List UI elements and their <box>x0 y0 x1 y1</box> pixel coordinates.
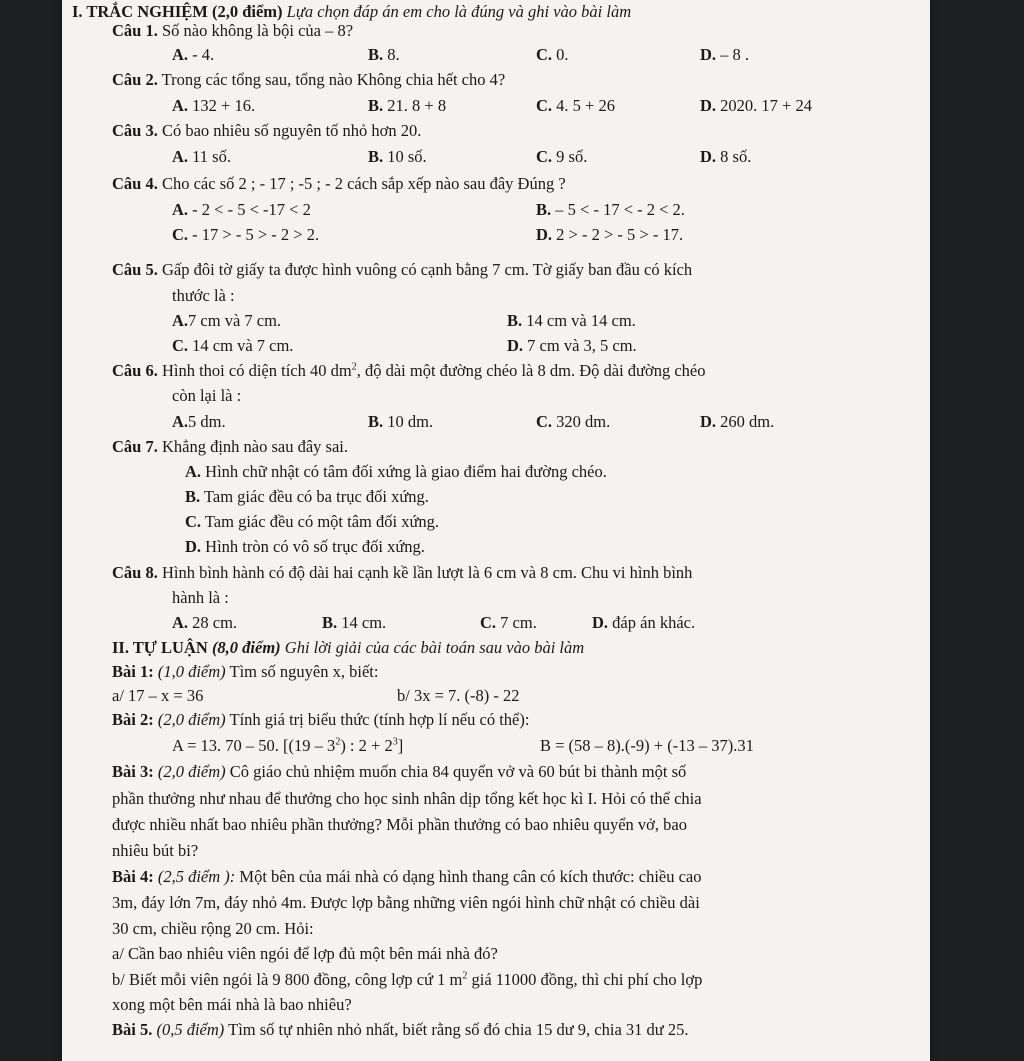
option-text: 320 dm. <box>556 412 611 431</box>
question-5-continued: thước là : <box>172 286 235 305</box>
expression-b: B = (58 – 8).(-9) + (-13 – 37).31 <box>540 736 754 755</box>
exercise-text: Tìm số tự nhiên nhỏ nhất, biết rằng số đó chia 15 dư 9, chia 31 dư 25. <box>228 1020 689 1039</box>
option-key: C. <box>536 45 553 64</box>
exercise-text: Một bên của mái nhà có dạng hình thang cân có kích thước: chiều cao <box>239 867 702 886</box>
option-text: 11 số. <box>192 147 231 166</box>
question-text: Khẳng định nào sau đây sai. <box>161 437 349 456</box>
option-key: A. <box>172 45 189 64</box>
q5-option-b <box>507 311 636 331</box>
document-page <box>62 0 930 1061</box>
exercise-points: (0,5 điểm) <box>156 1020 225 1039</box>
option-text: 260 dm. <box>720 412 775 431</box>
option-key: C. <box>536 412 553 431</box>
option-key: A. <box>172 147 189 166</box>
q7-option-d <box>185 537 425 557</box>
question-text: Trong các tổng sau, tổng nào Không chia hết cho 4? <box>161 70 506 89</box>
exercise-text: Cô giáo chủ nhiệm muốn chia 84 quyển vở và 60 bút bi thành một số <box>229 762 687 781</box>
exercise-1-part-a: a/ 17 – x = 36 <box>112 686 204 705</box>
superscript: 2 <box>462 970 468 982</box>
question-text: Gấp đôi tờ giấy ta được hình vuông có cạnh bằng 7 cm. Tờ giấy ban đầu có kích <box>161 260 693 279</box>
option-text: 2020. 17 + 24 <box>720 96 812 115</box>
question-label: Câu 5. <box>112 260 158 279</box>
exercise-points: (1,0 điểm) <box>157 662 226 681</box>
option-text: - 4. <box>192 45 215 64</box>
q3-option-a <box>172 147 231 167</box>
exercise-points: (2,0 điểm) <box>157 762 226 781</box>
question-label: Câu 8. <box>112 563 158 582</box>
option-text: 14 cm và 14 cm. <box>526 311 636 330</box>
option-key: B. <box>368 96 384 115</box>
question-label: Câu 1. <box>112 21 158 40</box>
option-text: 7 cm. <box>500 613 537 632</box>
exercise-4 <box>112 867 702 887</box>
section2-points: (8,0 điểm) <box>211 638 281 657</box>
superscript: 3 <box>392 736 398 748</box>
question-label: Câu 3. <box>112 121 158 140</box>
option-key: D. <box>185 537 202 556</box>
question-1 <box>112 21 353 41</box>
option-key: D. <box>592 613 609 632</box>
option-key: C. <box>185 512 202 531</box>
question-text: Hình bình hành có độ dài hai cạnh kề lần lượt là 6 cm và 8 cm. Chu vi hình bình <box>161 563 693 582</box>
option-key: C. <box>536 147 553 166</box>
exercise-4-part-b-text-end: giá 11000 đồng, thì chi phí cho lợp <box>467 970 703 989</box>
exercise-4-line-6: xong một bên mái nhà là bao nhiêu? <box>112 995 352 1014</box>
option-key: A. <box>185 462 202 481</box>
q8-option-d <box>592 613 695 633</box>
option-key: C. <box>172 336 189 355</box>
exercise-points: (2,5 điểm ): <box>157 867 236 886</box>
question-label: Câu 6. <box>112 361 158 380</box>
question-6 <box>112 361 705 381</box>
option-key: B. <box>536 200 552 219</box>
option-text: 10 số. <box>387 147 427 166</box>
exercise-3-line-4: nhiêu bút bi? <box>112 841 199 860</box>
section2-instruction: Ghi lời giải của các bài toán sau vào bài làm <box>284 638 585 657</box>
q8-option-c <box>480 613 537 633</box>
option-key: D. <box>700 412 717 431</box>
exercise-label: Bài 4: <box>112 867 154 886</box>
q4-option-c <box>172 225 319 245</box>
q5-option-d <box>507 336 637 356</box>
exercise-3 <box>112 762 686 782</box>
option-key: B. <box>507 311 523 330</box>
option-key: B. <box>368 147 384 166</box>
q4-option-b <box>536 200 685 220</box>
option-key: C. <box>536 96 553 115</box>
q8-option-b <box>322 613 386 633</box>
question-4 <box>112 174 566 194</box>
superscript: 2 <box>351 361 357 373</box>
option-key: B. <box>185 487 201 506</box>
question-8 <box>112 563 692 583</box>
exercise-4-line-3: 30 cm, chiều rộng 20 cm. Hỏi: <box>112 919 314 938</box>
option-text: - 17 > - 5 > - 2 > 2. <box>192 225 320 244</box>
option-text: 10 dm. <box>387 412 434 431</box>
option-key: B. <box>322 613 338 632</box>
exercise-3-line-2: phần thưởng như nhau để thưởng cho học sinh nhân dịp tổng kết học kì I. Hỏi có thể chia <box>112 789 702 808</box>
option-text: 8. <box>387 45 400 64</box>
q8-option-a <box>172 613 237 633</box>
option-text: 28 cm. <box>192 613 238 632</box>
exercise-text: Tìm số nguyên x, biết: <box>229 662 379 681</box>
q6-option-d <box>700 412 774 432</box>
q1-option-d <box>700 45 749 65</box>
expression-a-part2: ) : 2 + 2 <box>340 736 393 755</box>
option-text: 5 dm. <box>188 412 226 431</box>
option-key: A. <box>172 412 189 431</box>
option-key: A. <box>172 613 189 632</box>
option-text: 4. 5 + 26 <box>556 96 615 115</box>
exercise-3-line-3: được nhiều nhất bao nhiêu phần thưởng? Mỗi phần thưởng có bao nhiêu quyển vở, bao <box>112 815 687 834</box>
option-text: 132 + 16. <box>192 96 256 115</box>
option-key: A. <box>172 96 189 115</box>
q2-option-c <box>536 96 615 116</box>
q4-option-a <box>172 200 311 220</box>
question-text: Hình thoi có diện tích 40 dm <box>161 361 352 380</box>
exercise-text: Tính giá trị biểu thức (tính hợp lí nếu có thể): <box>229 710 530 729</box>
option-key: D. <box>536 225 553 244</box>
q2-option-b <box>368 96 446 116</box>
q2-option-d <box>700 96 812 116</box>
option-text: Hình chữ nhật có tâm đối xứng là giao điểm hai đường chéo. <box>205 462 607 481</box>
exercise-label: Bài 5. <box>112 1020 153 1039</box>
option-text: đáp án khác. <box>612 613 696 632</box>
section1-instruction: Lựa chọn đáp án em cho là đúng và ghi vào bài làm <box>286 2 632 21</box>
option-text: Hình tròn có vô số trục đối xứng. <box>205 537 425 556</box>
option-key: D. <box>507 336 524 355</box>
option-key: A. <box>172 311 189 330</box>
option-text: 14 cm. <box>341 613 387 632</box>
q7-option-c <box>185 512 439 532</box>
option-text: 14 cm và 7 cm. <box>192 336 294 355</box>
q1-option-a <box>172 45 214 65</box>
exercise-5 <box>112 1020 688 1040</box>
q2-option-a <box>172 96 255 116</box>
option-key: C. <box>480 613 497 632</box>
q4-option-d <box>536 225 683 245</box>
question-5 <box>112 260 692 280</box>
option-key: A. <box>172 200 189 219</box>
expression-a <box>172 736 403 756</box>
exercise-4-part-a: a/ Cần bao nhiêu viên ngói để lợp đủ một bên mái nhà đó? <box>112 944 498 963</box>
exercise-1 <box>112 662 378 682</box>
option-text: 2 > - 2 > - 5 > - 17. <box>556 225 684 244</box>
option-key: D. <box>700 45 717 64</box>
exercise-points: (2,0 điểm) <box>157 710 226 729</box>
option-text: 0. <box>556 45 569 64</box>
q6-option-b <box>368 412 433 432</box>
exercise-4-part-b-text: b/ Biết mỗi viên ngói là 9 800 đồng, công lợp cứ 1 m <box>112 970 463 989</box>
question-7 <box>112 437 348 457</box>
option-text: Tam giác đều có một tâm đối xứng. <box>204 512 440 531</box>
q6-option-a <box>172 412 226 432</box>
question-text: Cho các số 2 ; - 17 ; -5 ; - 2 cách sắp xếp nào sau đây Đúng ? <box>161 174 566 193</box>
question-text-end: , độ dài một đường chéo là 8 dm. Độ dài đường chéo <box>356 361 706 380</box>
option-text: – 8 . <box>720 45 750 64</box>
option-key: D. <box>700 96 717 115</box>
section2-title: II. TỰ LUẬN <box>112 638 208 657</box>
question-text: Số nào không là bội của – 8? <box>161 21 354 40</box>
option-text: - 2 < - 5 < -17 < 2 <box>192 200 311 219</box>
question-2 <box>112 70 505 90</box>
question-8-continued: hành là : <box>172 588 229 607</box>
q6-option-c <box>536 412 610 432</box>
question-label: Câu 4. <box>112 174 158 193</box>
q3-option-b <box>368 147 427 167</box>
q5-option-a <box>172 311 281 331</box>
option-text: Tam giác đều có ba trục đối xứng. <box>203 487 429 506</box>
question-label: Câu 2. <box>112 70 158 89</box>
question-3 <box>112 121 421 141</box>
q1-option-c <box>536 45 569 65</box>
q7-option-a <box>185 462 607 482</box>
question-text: Có bao nhiêu số nguyên tố nhỏ hơn 20. <box>161 121 422 140</box>
option-text: 7 cm và 7 cm. <box>188 311 282 330</box>
q7-option-b <box>185 487 429 507</box>
q3-option-d <box>700 147 751 167</box>
q1-option-b <box>368 45 400 65</box>
exercise-4-line-2: 3m, đáy lớn 7m, đáy nhỏ 4m. Được lợp bằng những viên ngói hình chữ nhật có chiều dài <box>112 893 700 912</box>
exercise-label: Bài 3: <box>112 762 154 781</box>
question-6-continued: còn lại là : <box>172 386 242 405</box>
question-label: Câu 7. <box>112 437 158 456</box>
option-text: 8 số. <box>720 147 752 166</box>
option-text: 9 số. <box>556 147 588 166</box>
option-text: 21. 8 + 8 <box>387 96 447 115</box>
option-text: 7 cm và 3, 5 cm. <box>527 336 637 355</box>
exercise-4-part-b <box>112 970 702 990</box>
option-key: C. <box>172 225 189 244</box>
option-text: – 5 < - 17 < - 2 < 2. <box>555 200 685 219</box>
section1-title: I. TRẮC NGHIỆM (2,0 điểm) <box>72 2 283 21</box>
q3-option-c <box>536 147 587 167</box>
section2-heading <box>112 638 584 658</box>
option-key: D. <box>700 147 717 166</box>
exercise-label: Bài 1: <box>112 662 154 681</box>
exercise-1-part-b: b/ 3x = 7. (-8) - 22 <box>397 686 520 705</box>
expression-a-part1: A = 13. 70 – 50. [(19 – 3 <box>172 736 336 755</box>
exercise-label: Bài 2: <box>112 710 154 729</box>
section1-heading <box>72 2 631 22</box>
superscript: 2 <box>335 736 341 748</box>
option-key: B. <box>368 412 384 431</box>
q5-option-c <box>172 336 293 356</box>
option-key: B. <box>368 45 384 64</box>
expression-a-part3: ] <box>397 736 404 755</box>
exercise-2 <box>112 710 529 730</box>
